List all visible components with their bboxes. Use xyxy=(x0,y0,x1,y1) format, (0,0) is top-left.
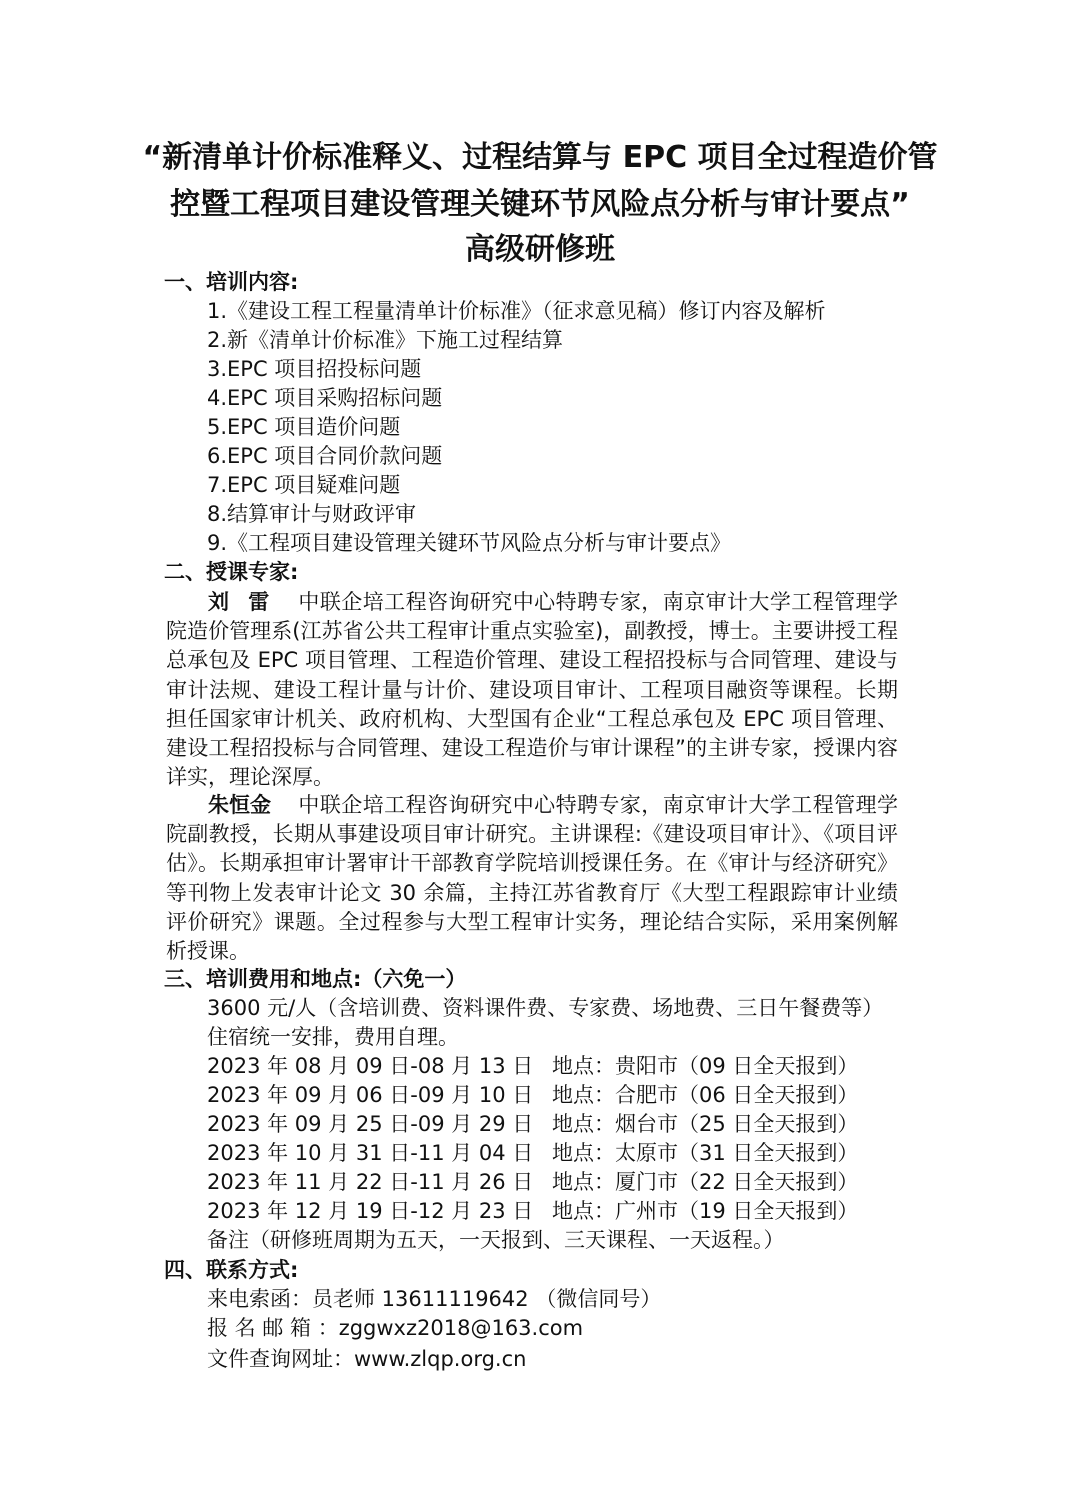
section-1-heading: 一、培训内容: xyxy=(164,270,299,294)
training-item: 1.《建设工程工程量清单计价标准》（征求意见稿）修订内容及解析 xyxy=(207,299,826,323)
session-place: 地点：烟台市（25 日全天报到） xyxy=(552,1112,859,1136)
section-4-heading: 四、联系方式: xyxy=(164,1258,299,1282)
training-item: 8.结算审计与财政评审 xyxy=(207,502,417,526)
training-item: 6.EPC 项目合同价款问题 xyxy=(207,444,443,468)
expert-1-paragraph xyxy=(166,588,898,792)
expert-1-name: 刘 雷 xyxy=(208,590,276,614)
session-row xyxy=(207,1081,907,1109)
session-date: 2023 年 08 月 09 日-08 月 13 日 xyxy=(207,1054,534,1078)
title-line-1: “新清单计价标准释义、过程结算与 EPC 项目全过程造价管 xyxy=(142,140,938,175)
session-place: 地点：合肥市（06 日全天报到） xyxy=(552,1083,859,1107)
expert-2-bio: 中联企培工程咨询研究中心特聘专家，南京审计大学工程管理学院副教授，长期从事建设项目审计研究。主讲课程:《建设项目审计》、《项目评估》。长期承担审计署审计干部教育学院培训授课任务。在《审计与经济研究》等刊物上发表审计论文 30 余篇，主持江苏省教育厅《大型工程跟踪审计业绩评价研究》课题。全过程参与大型工程审计实务，理论结合实际，采用案例解析授课。 xyxy=(166,793,898,964)
session-place: 地点：厦门市（22 日全天报到） xyxy=(552,1170,859,1194)
expert-2-name: 朱恒金 xyxy=(208,793,271,817)
contact-phone: 来电索函：员老师 13611119642 （微信同号） xyxy=(207,1287,662,1311)
lodging-text: 住宿统一安排，费用自理。 xyxy=(207,1025,459,1049)
session-date: 2023 年 09 月 25 日-09 月 29 日 xyxy=(207,1112,534,1136)
session-row xyxy=(207,1052,907,1080)
section-3-heading: 三、培训费用和地点:（六免一） xyxy=(164,967,467,991)
session-date: 2023 年 09 月 06 日-09 月 10 日 xyxy=(207,1083,534,1107)
title-line-3: 高级研修班 xyxy=(465,232,615,267)
fee-text: 3600 元/人（含培训费、资料课件费、专家费、场地费、三日午餐费等） xyxy=(207,996,884,1020)
training-item: 5.EPC 项目造价问题 xyxy=(207,415,401,439)
session-place: 地点：太原市（31 日全天报到） xyxy=(552,1141,859,1165)
title-line-2: 控暨工程项目建设管理关键环节风险点分析与审计要点” xyxy=(170,187,910,222)
session-row xyxy=(207,1168,907,1196)
training-item: 3.EPC 项目招投标问题 xyxy=(207,357,422,381)
expert-2-paragraph xyxy=(166,791,898,966)
session-date: 2023 年 10 月 31 日-11 月 04 日 xyxy=(207,1141,534,1165)
session-place: 地点：贵阳市（09 日全天报到） xyxy=(552,1054,859,1078)
contact-email: 报 名 邮 箱 ：zggwxz2018@163.com xyxy=(207,1316,584,1340)
session-place: 地点：广州市（19 日全天报到） xyxy=(552,1199,859,1223)
session-date: 2023 年 12 月 19 日-12 月 23 日 xyxy=(207,1199,534,1223)
training-item: 9.《工程项目建设管理关键环节风险点分析与审计要点》 xyxy=(207,531,732,555)
session-row xyxy=(207,1110,907,1138)
training-item: 7.EPC 项目疑难问题 xyxy=(207,473,401,497)
training-item: 2.新《清单计价标准》下施工过程结算 xyxy=(207,328,564,352)
contact-website: 文件查询网址：www.zlqp.org.cn xyxy=(207,1347,527,1371)
expert-1-bio: 中联企培工程咨询研究中心特聘专家，南京审计大学工程管理学院造价管理系(江苏省公共工程审计重点实验室)，副教授，博士。主要讲授工程总承包及 EPC 项目管理、工程造价管理、建设工程招投标与合同管理、建设与审计法规、建设工程计量与计价、建设项目审计、工程项目融资等课程。长期担任国家审计机关、政府机构、大型国有企业“工程总承包及 EPC 项目管理、建设工程招投标与合同管理、建设工程造价与审计课程”的主讲专家，授课内容详实，理论深厚。 xyxy=(166,590,898,790)
section-2-heading: 二、授课专家: xyxy=(164,560,299,584)
session-row xyxy=(207,1197,907,1225)
training-item: 4.EPC 项目采购招标问题 xyxy=(207,386,443,410)
session-row xyxy=(207,1139,907,1167)
schedule-note: 备注（研修班周期为五天，一天报到、三天课程、一天返程。） xyxy=(207,1228,785,1252)
session-date: 2023 年 11 月 22 日-11 月 26 日 xyxy=(207,1170,534,1194)
